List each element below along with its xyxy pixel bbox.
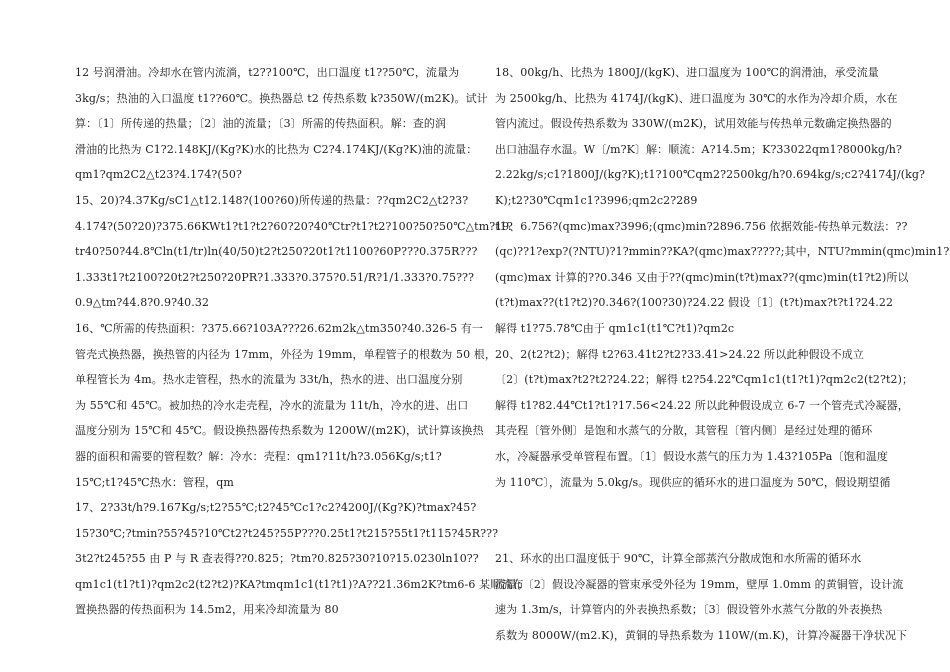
left-text-line: 管壳式换热器，换热管的内径为 17mm，外径为 19mm，单程管子的根数为 50 根， <box>75 347 496 361</box>
left-text-line: 温度分别为 15℃和 45℃。假设换热器传热系数为 1200W/(m2K)，试计算该换热 <box>75 424 484 438</box>
right-text-line: 19、6.756?(qmc)max?3996;(qmc)min?2896.756 依据效能-传热单元数法：?? <box>495 219 908 233</box>
right-text-line: (qmc)max 计算的??0.346 又由于??(qmc)min(t?t)max??(qmc)min(t1?t2)所以 <box>495 270 909 284</box>
left-text-line: 1.333t1?t2100?20t2?t250?20PR?1.333?0.375?0.51/R?1/1.333?0.75??? <box>75 270 475 284</box>
left-text-line: 为 55℃和 45℃。被加热的冷水走壳程，冷水的流量为 11t/h，冷水的进、出口 <box>75 398 469 412</box>
left-text-line: 15、20)?4.37Kg/sC1△t12.148?(100?60)所传递的热量：??qm2C2△t2?3? <box>75 193 469 207</box>
right-text-column <box>495 60 950 648</box>
right-text-line: 解得 t1?75.78℃由于 qm1c1(t1℃?t1)?qm2c <box>495 321 735 335</box>
left-text-line: 17、2?33t/h?9.167Kg/s;t2?55℃;t2?45℃c1?c2?4200J/(Kg?K)?tmax?45? <box>75 501 477 515</box>
right-text-line: 流量；〔2〕假设冷凝器的管束承受外径为 19mm，壁厚 1.0mm 的黄铜管，设计流 <box>495 577 904 591</box>
left-text-line: 15?30℃;?tmin?55?45?10℃t2?t245?55P???0.25t1?t215?55t1?t115?45R??? <box>75 526 499 540</box>
left-text-line: 3kg/s；热油的入口温度 t1??60℃。换热器总 t2 传热系数 k?350W/(m2K)。试计 <box>75 91 488 105</box>
left-text-column <box>75 60 524 623</box>
right-text-line: 水，冷凝器承受单管程布置。〔1〕假设水蒸气的压力为 1.43?105Pa〔饱和温度 <box>495 449 888 463</box>
left-text-line: tr40?50?44.8℃ln(t1/tr)ln(40/50)t2?t250?20t1?t1100?60P???0.375R??? <box>75 245 478 259</box>
right-text-line: (qc)??1?exp?(?NTU)?1?mmin??KA?(qmc)max?????;其中，NTU?mmin(qmc)min1? <box>495 245 950 259</box>
left-text-line: 器的面积和需要的管程数？解：冷水：壳程：qm1?11t/h?3.056Kg/s;t1? <box>75 449 442 463</box>
left-text-line: 4.174?(50?20)?375.66KWt1?t1?t2?60?20?40℃tr?t1?t2?100?50?50℃△tm?t1? <box>75 219 513 233</box>
left-text-line: qm1?qm2C2△t23?4.174?(50? <box>75 168 243 182</box>
right-text-line: 解得 t1?82.44℃t1?t1?17.56<24.22 所以此种假设成立 6-7 一个管壳式冷凝器， <box>495 398 909 412</box>
left-text-line: 单程管长为 4m。热水走管程，热水的流量为 33t/h，热水的进、出口温度分别 <box>75 373 463 387</box>
right-text-line: 速为 1.3m/s，计算管内的外表换热系数；〔3〕假设管外水蒸气分散的外表换热 <box>495 603 883 617</box>
left-text-line: 置换热器的传热面积为 14.5m2，用来冷却流量为 80 <box>75 603 339 617</box>
right-text-line: 出口油温存水温。W〔/m?K〕解：顺流：A?14.5m；K?33022qm1?8000kg/h? <box>495 142 902 156</box>
left-text-line: qm1c1(t1?t1)?qm2c2(t2?t2)?KA?tmqm1c1(t1?t1)?A??21.36m2K?tm6-6 某顺流布 <box>75 577 524 591</box>
right-text-line: 管内流过。假设传热系数为 330W/(m2K)，试用效能与传热单元数确定换热器的 <box>495 117 892 131</box>
right-text-line: 其壳程〔管外侧〕是饱和水蒸气的分散，其管程〔管内侧〕是经过处理的循环 <box>495 424 873 438</box>
left-text-line: 3t2?t245?55 由 P 与 R 查表得??0.825；?tm?0.825?30?10?15.0230ln10?? <box>75 552 479 566</box>
right-text-line: (t?t)max??(t1?t2)?0.346?(100?30)?24.22 假设〔1〕(t?t)max?t?t1?24.22 <box>495 296 894 310</box>
left-text-line: 滑油的比热为 C1?2.148KJ/(Kg?K)水的比热为 C2?4.174KJ/(Kg?K)油的流量： <box>75 142 478 156</box>
right-text-line: 20、2(t2?t2)；解得 t2?63.41t2?t2?33.41>24.22 所以此种假设不成立 <box>495 347 864 361</box>
left-text-line: 15℃;t1?45℃热水：管程，qm <box>75 475 234 489</box>
left-text-line: 16、℃所需的传热面积：?375.66?103A???26.62m2k△tm350?40.326-5 有一 <box>75 321 484 335</box>
left-text-line: 0.9△tm?44.8?0.9?40.32 <box>75 296 210 310</box>
paragraph-gap <box>495 495 895 546</box>
left-text-line: 算：〔1〕所传递的热量；〔2〕油的流量；〔3〕所需的传热面积。解：查的润 <box>75 117 447 131</box>
right-text-line: 为 110℃〕，流量为 5.0kg/s。现供应的循环水的进口温度为 50℃，假设期望循 <box>495 475 891 489</box>
right-text-line: K);t2?30℃qm1c1?3996;qm2c2?289 <box>495 193 698 207</box>
right-text-line: 18、00kg/h、比热为 1800J/(kgK)、进口温度为 100℃的润滑油，承受流量 <box>495 66 879 79</box>
right-text-line: 系数为 8000W/(m2.K)，黄铜的导热系数为 110W/(m.K)，计算冷凝器干净状况下 <box>495 628 908 642</box>
left-text-line: 12 号润滑油。冷却水在管内流淌，t2??100℃，出口温度 t1??50℃，流量为 <box>75 66 460 79</box>
right-text-line: 21、环水的出口温度低于 90℃，计算全部蒸汽分散成饱和水所需的循环水 <box>495 552 862 566</box>
right-text-line: 为 2500kg/h、比热为 4174J/(kgK)、进口温度为 30℃的水作为冷却介质，水在 <box>495 91 898 105</box>
right-text-line: 2.22kg/s;c1?1800J/(kg?K);t1?100℃qm2?2500kg/h?0.694kg/s;c2?4174J/(kg? <box>495 168 926 182</box>
right-text-line: 〔2〕(t?t)max?t2?t2?24.22；解得 t2?54.22℃qm1c1(t1?t1)?qm2c2(t2?t2)； <box>495 373 914 387</box>
